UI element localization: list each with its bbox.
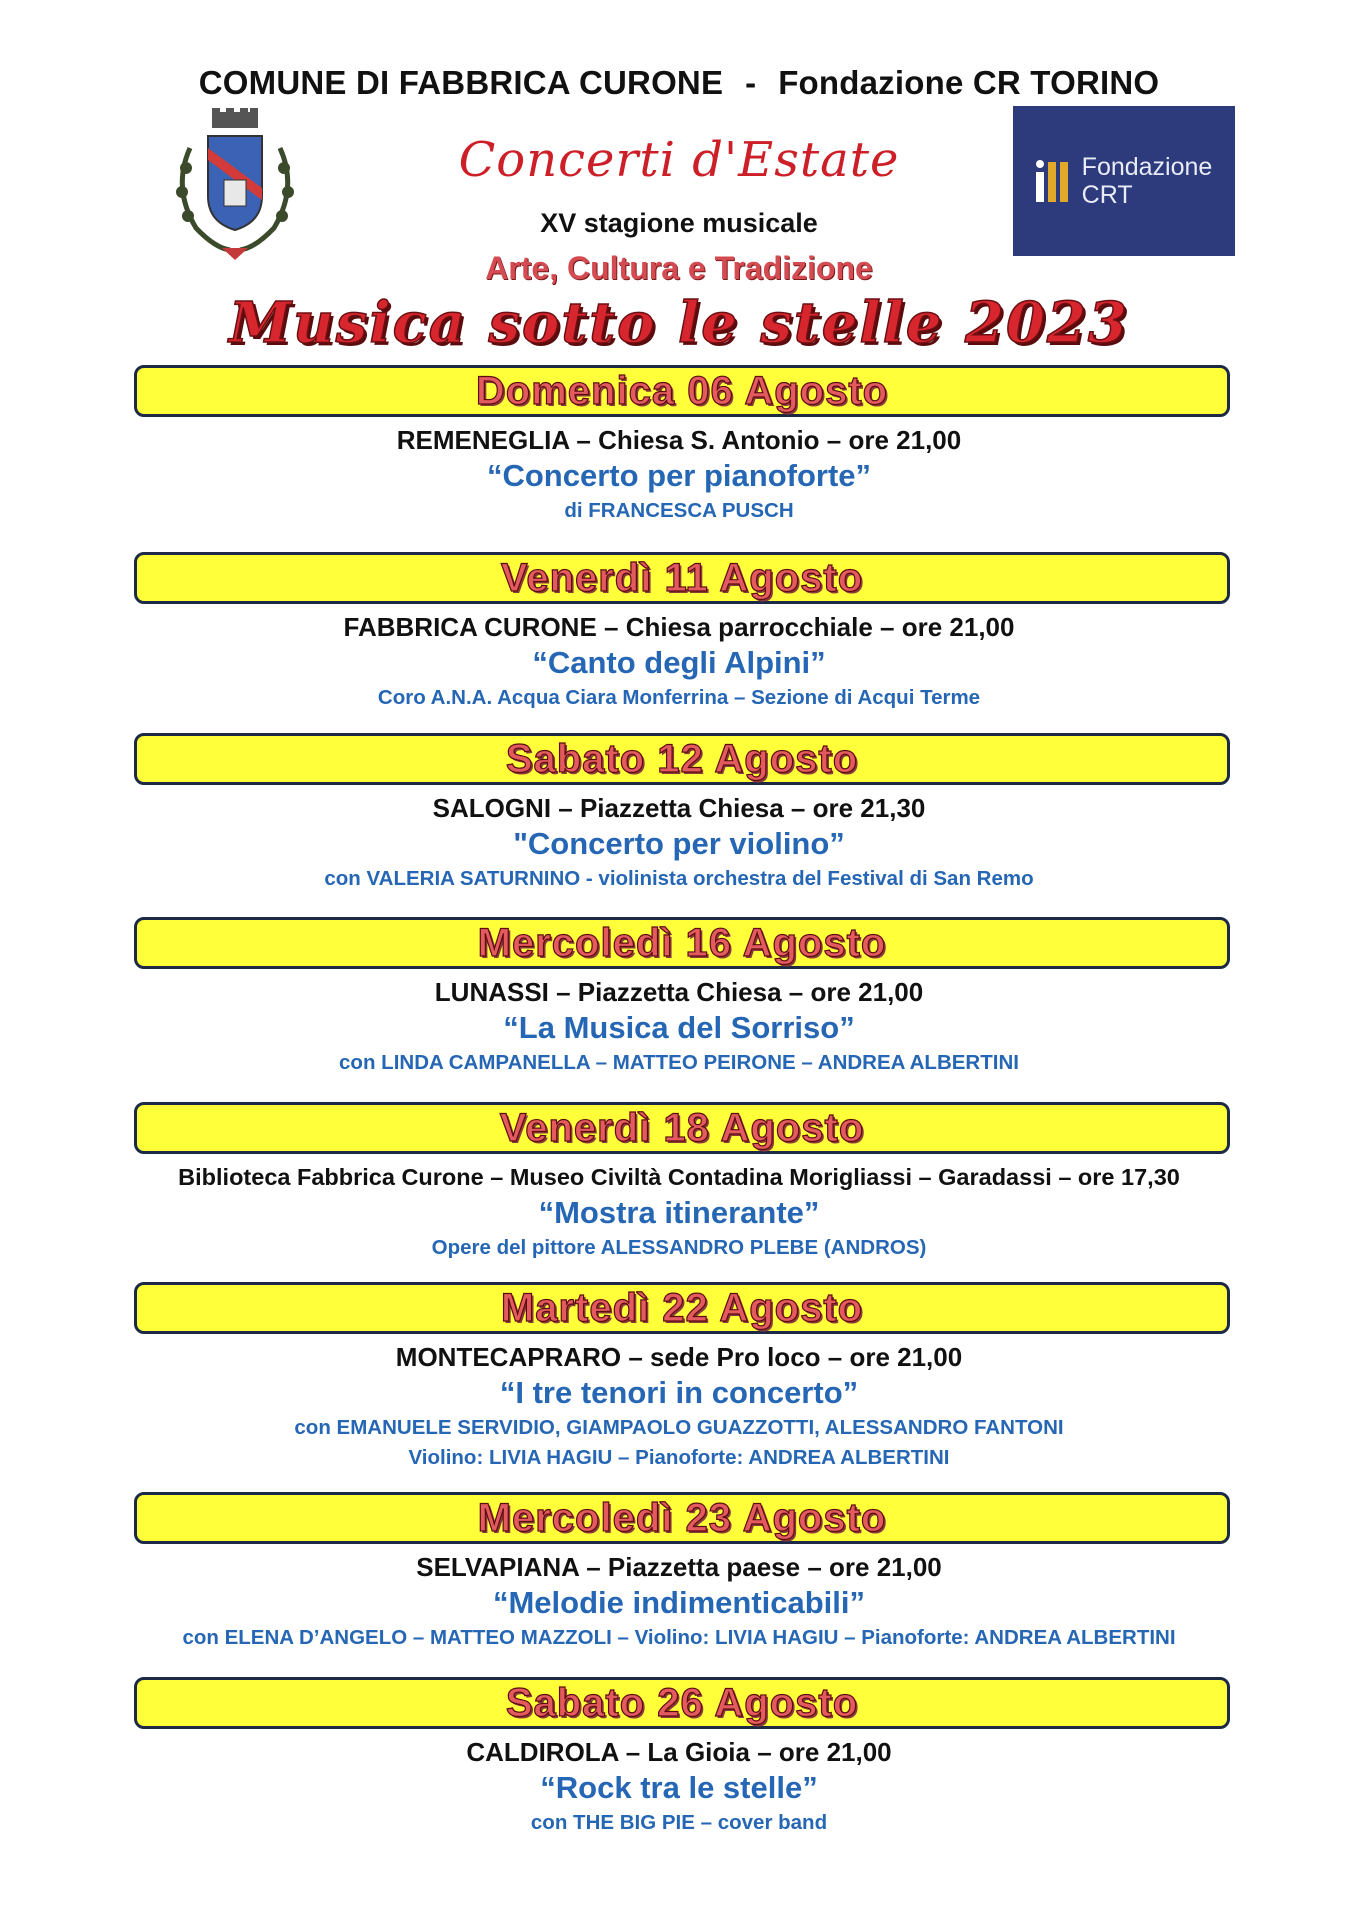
event-date: Venerdì 11 Agosto	[500, 556, 864, 600]
event-block	[0, 1282, 1358, 1472]
event-performers: con LINDA CAMPANELLA – MATTEO PEIRONE – ANDREA ALBERTINI	[339, 1051, 1019, 1074]
heading-separator: -	[745, 64, 757, 101]
event-date-box	[134, 1102, 1230, 1154]
event-date-box	[134, 552, 1230, 604]
crt-logo-text	[1082, 153, 1213, 209]
event-date: Mercoledì 23 Agosto	[477, 1496, 887, 1540]
event-title: “Mostra itinerante”	[538, 1195, 820, 1230]
event-location: SALOGNI – Piazzetta Chiesa – ore 21,30	[432, 793, 926, 823]
event-location: SELVAPIANA – Piazzetta paese – ore 21,00	[416, 1552, 942, 1582]
event-location: FABBRICA CURONE – Chiesa parrocchiale – ore 21,00	[343, 612, 1015, 642]
crt-logo-line2: CRT	[1081, 181, 1133, 209]
event-location: REMENEGLIA – Chiesa S. Antonio – ore 21,00	[396, 425, 962, 455]
event-date-box	[134, 1492, 1230, 1544]
event-performers: con EMANUELE SERVIDIO, GIAMPAOLO GUAZZOTTI, ALESSANDRO FANTONI	[294, 1416, 1064, 1439]
event-title: “Rock tra le stelle”	[540, 1770, 818, 1805]
event-performers: Opere del pittore ALESSANDRO PLEBE (ANDROS)	[431, 1236, 927, 1259]
event-date: Sabato 12 Agosto	[505, 737, 859, 781]
event-date-box	[134, 365, 1230, 417]
event-date-box	[134, 1282, 1230, 1334]
event-location: CALDIROLA – La Gioia – ore 21,00	[466, 1737, 892, 1767]
event-location: MONTECAPRARO – sede Pro loco – ore 21,00	[395, 1342, 963, 1372]
event-title: “La Musica del Sorriso”	[503, 1010, 855, 1045]
event-date: Sabato 26 Agosto	[505, 1681, 859, 1725]
event-block	[0, 365, 1358, 525]
event-date: Domenica 06 Agosto	[475, 369, 889, 413]
event-location: Biblioteca Fabbrica Curone – Museo Civiltà Contadina Morigliassi – Garadassi – ore 17,30	[178, 1164, 1180, 1190]
event-performers: di FRANCESCA PUSCH	[564, 499, 794, 522]
event-block	[0, 552, 1358, 712]
event-performers: Coro A.N.A. Acqua Ciara Monferrina – Sezione di Acqui Terme	[377, 686, 981, 709]
event-date-box	[134, 733, 1230, 785]
event-block	[0, 733, 1358, 893]
event-title: “Concerto per pianoforte”	[486, 458, 872, 493]
event-performers: con ELENA D’ANGELO – MATTEO MAZZOLI – Violino: LIVIA HAGIU – Pianoforte: ANDREA ALBERTINI	[182, 1626, 1176, 1649]
comune-name: COMUNE DI FABBRICA CURONE	[198, 64, 724, 101]
event-date-box	[134, 917, 1230, 969]
tagline: Arte, Cultura e Tradizione	[485, 250, 873, 286]
fondazione-name: Fondazione CR TORINO	[778, 64, 1160, 101]
event-block	[0, 917, 1358, 1077]
event-date: Mercoledì 16 Agosto	[477, 921, 887, 965]
event-block	[0, 1492, 1358, 1652]
event-date-box	[134, 1677, 1230, 1729]
event-performers: con THE BIG PIE – cover band	[530, 1811, 828, 1834]
event-block	[0, 1677, 1358, 1837]
event-title: “I tre tenori in concerto”	[499, 1375, 859, 1410]
event-date: Martedì 22 Agosto	[500, 1286, 864, 1330]
festival-title: Musica sotto le stelle 2023	[229, 290, 1129, 356]
event-title: “Canto degli Alpini”	[532, 645, 826, 680]
organizers-heading	[0, 64, 1358, 102]
event-block	[0, 1102, 1358, 1262]
event-date: Venerdì 18 Agosto	[499, 1106, 865, 1150]
event-performers: con VALERIA SATURNINO - violinista orchestra del Festival di San Remo	[324, 867, 1034, 890]
crt-logo-mark-icon	[1036, 160, 1072, 202]
season-subtitle: XV stagione musicale	[540, 208, 818, 238]
event-title: “Melodie indimenticabili”	[492, 1585, 866, 1620]
event-title: "Concerto per violino”	[513, 826, 845, 861]
concerti-title: Concerti d'Estate	[458, 132, 900, 188]
crt-logo-line1: Fondazione	[1081, 153, 1213, 181]
event-performers-line2: Violino: LIVIA HAGIU – Pianoforte: ANDREA ALBERTINI	[408, 1446, 950, 1469]
event-location: LUNASSI – Piazzetta Chiesa – ore 21,00	[434, 977, 924, 1007]
